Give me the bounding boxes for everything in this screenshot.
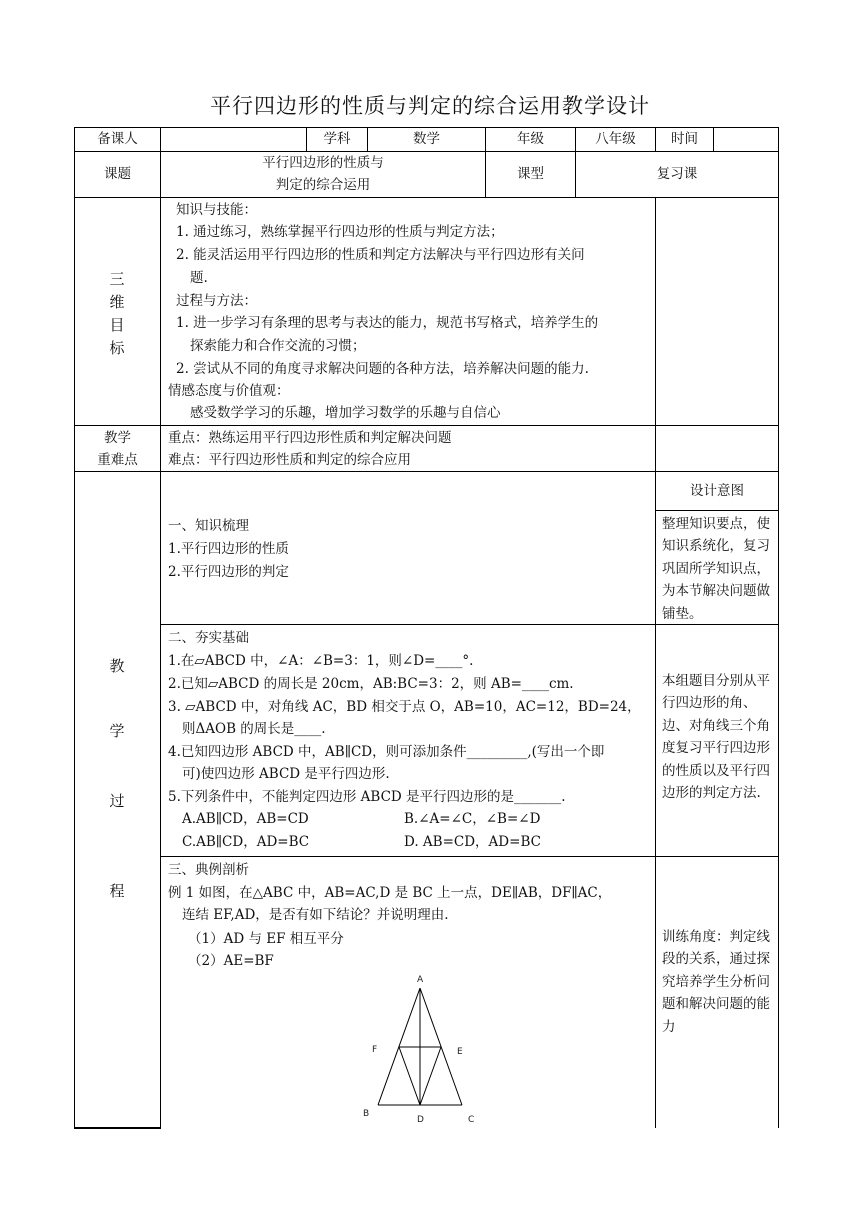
vertex-label-c: C xyxy=(468,1115,475,1125)
segment-de xyxy=(420,1047,441,1105)
vertex-label-a: A xyxy=(417,975,424,985)
document-title: 平行四边形的性质与判定的综合运用教学设计 xyxy=(210,94,650,118)
topic-line-2: 判定的综合运用 xyxy=(275,177,371,193)
objective-line: 2. 尝试从不同的角度寻求解决问题的各种方法，培养解决问题的能力. xyxy=(176,361,589,377)
subject-value: 数学 xyxy=(413,131,440,147)
example-line: 连结 EF,AD，是否有如下结论？并说明理由. xyxy=(182,907,449,923)
objectives-label-char: 维 xyxy=(109,293,125,311)
section-heading: 二、夯实基础 xyxy=(168,630,249,646)
grade-label: 年级 xyxy=(517,131,544,147)
question-line: 5.下列条件中，不能判定四边形 ABCD 是平行四边形的是_______. xyxy=(168,789,566,805)
difficulty-text: 难点：平行四边形性质和判定的综合应用 xyxy=(168,452,411,468)
question-line: 1.在▱ABCD 中，∠A：∠B=3：1，则∠D=____°. xyxy=(168,653,474,669)
vertex-label-f: F xyxy=(372,1045,378,1055)
triangle-figure xyxy=(360,970,490,1130)
claim-line: （2）AE=BF xyxy=(188,953,274,969)
design-intent-note: 训练角度：判定线段的关系，通过探究培养学生分析问题和解决问题的能力 xyxy=(662,929,770,1035)
type-label: 课型 xyxy=(517,166,544,182)
list-item: 2.平行四边形的判定 xyxy=(168,564,289,580)
design-intent-header: 设计意图 xyxy=(690,483,744,499)
question-line: 4.已知四边形 ABCD 中，AB∥CD，则可添加条件_________,(写出一个即 xyxy=(168,744,605,760)
objective-line: 1. 通过练习，熟练掌握平行四边形的性质与判定方法； xyxy=(176,224,504,240)
design-intent-note: 整理知识要点，使知识系统化，复习巩固所学知识点，为本节解决问题做铺垫。 xyxy=(662,516,770,622)
key-points-label-line-2: 重难点 xyxy=(97,452,138,468)
process-label-char: 教 xyxy=(109,657,125,675)
section-heading: 三、典例剖析 xyxy=(168,862,249,878)
objectives-label-char: 标 xyxy=(109,339,125,357)
design-intent-note: 本组题目分别从平行四边形的角、边、对角线三个角度复习平行四边形的性质以及平行四边形的判定方法. xyxy=(662,673,770,802)
question-line: 可)使四边形 ABCD 是平行四边形. xyxy=(182,766,390,782)
objective-line: 探索能力和合作交流的习惯； xyxy=(190,338,366,354)
objective-line: 感受数学学习的乐趣，增加学习数学的乐趣与自信心 xyxy=(190,405,501,421)
option-a: A.AB∥CD，AB=CD xyxy=(182,811,309,827)
option-c: C.AB∥CD，AD=BC xyxy=(182,834,310,850)
example-line: 例 1 如图，在△ABC 中，AB=AC,D 是 BC 上一点，DE∥AB，DF∥AC， xyxy=(168,885,612,901)
focus-text: 重点：熟练运用平行四边形性质和判定解决问题 xyxy=(168,430,452,446)
objectives-label-char: 目 xyxy=(109,316,125,334)
segment-df xyxy=(399,1047,420,1105)
topic-label: 课题 xyxy=(104,166,131,182)
vertex-label-e: E xyxy=(457,1047,463,1057)
objective-line: 2. 能灵活运用平行四边形的性质和判定方法解决与平行四边形有关问 xyxy=(176,247,585,263)
topic-line-1: 平行四边形的性质与 xyxy=(262,155,384,171)
process-label-char: 过 xyxy=(109,792,125,810)
process-label-char: 学 xyxy=(109,722,125,740)
subject-label: 学科 xyxy=(323,131,351,147)
type-value: 复习课 xyxy=(656,166,698,182)
time-label: 时间 xyxy=(671,131,698,147)
section-heading: 一、知识梳理 xyxy=(168,518,249,534)
teacher-label: 备课人 xyxy=(97,131,138,147)
objective-line: 知识与技能： xyxy=(176,202,257,218)
list-item: 1.平行四边形的性质 xyxy=(168,541,289,557)
grade-value: 八年级 xyxy=(595,131,636,147)
objective-line: 情感态度与价值观： xyxy=(168,383,290,399)
question-line: 则ΔAOB 的周长是____. xyxy=(182,721,326,737)
question-line: 3. ▱ABCD 中，对角线 AC，BD 相交于点 O，AB=10，AC=12，BD=24， xyxy=(168,699,641,715)
vertex-label-d: D xyxy=(417,1115,424,1125)
vertex-label-b: B xyxy=(363,1109,370,1119)
objective-line: 题. xyxy=(190,270,208,286)
question-line: 2.已知▱ABCD 的周长是 20cm，AB:BC=3：2，则 AB=____cm. xyxy=(168,676,574,692)
claim-line: （1）AD 与 EF 相互平分 xyxy=(188,931,344,947)
key-points-label-line-1: 教学 xyxy=(104,430,131,446)
objectives-label-char: 三 xyxy=(109,270,125,288)
objective-line: 过程与方法： xyxy=(176,293,257,309)
option-b: B.∠A=∠C，∠B=∠D xyxy=(404,811,541,827)
process-label-char: 程 xyxy=(109,882,125,900)
option-d: D. AB=CD，AD=BC xyxy=(404,834,541,850)
objective-line: 1. 进一步学习有条理的思考与表达的能力，规范书写格式，培养学生的 xyxy=(176,315,599,331)
